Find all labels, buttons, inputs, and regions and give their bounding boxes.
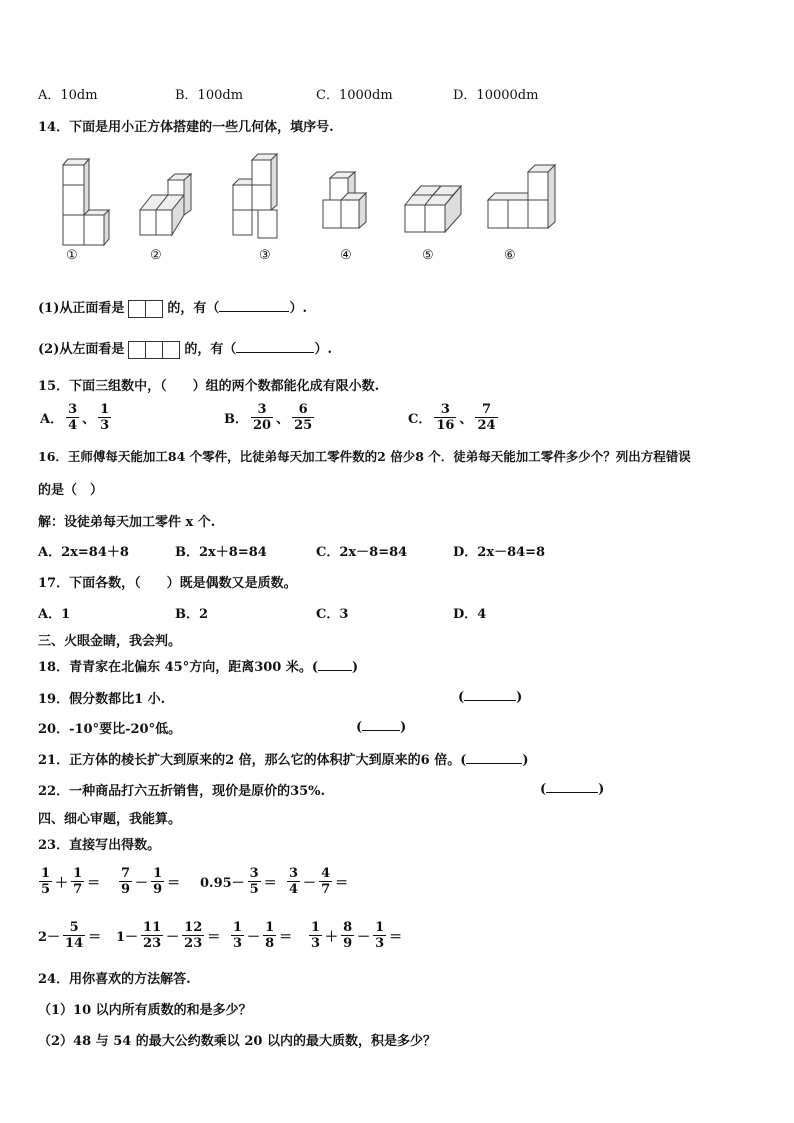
answer-blank[interactable]: [236, 340, 314, 353]
fraction: $\frac{3}{4}$: [68, 402, 78, 433]
q14-sub2-mid: 的，有（: [184, 342, 237, 357]
expression: $\frac{3}{4}$ － $\frac{4}{7}$ ＝: [289, 866, 349, 897]
figure-3-cubes: [233, 154, 277, 238]
expression: $\frac{1}{5}$ ＋ $\frac{1}{7}$ ＝: [41, 866, 101, 897]
q16-option-d: D．2x－84=8: [453, 545, 546, 560]
paren: (: [356, 720, 363, 735]
paren: ): [516, 690, 523, 705]
paren: (: [540, 782, 547, 797]
q15-option-b: [222, 402, 315, 433]
q22-text: 22．一种商品打六五折销售，现价是原价的35%.: [38, 784, 326, 799]
q13-option-c: C．1000dm: [316, 88, 393, 103]
figure-5-cubes: [405, 186, 461, 232]
q20-text: 20．-10°要比-20°低。: [38, 722, 182, 737]
q22-answer: [540, 780, 604, 797]
expression: $\frac{1}{3}$ ＋ $\frac{8}{9}$ － $\frac{1}{3}$ ＝: [311, 920, 403, 951]
q15-title: 15．下面三组数中，（ ）组的两个数都能化成有限小数.: [38, 379, 380, 394]
q17-option-d: D．4: [453, 607, 487, 622]
answer-blank[interactable]: [546, 780, 598, 793]
q14-sub2-end: ）.: [314, 342, 332, 357]
q14-sub2: [38, 338, 332, 359]
figure-label-6: ⑥: [504, 248, 516, 263]
q24-sub1: （1）10 以内所有质数的和是多少？: [38, 1003, 252, 1018]
q21-text: 21．正方体的棱长扩大到原来的2 倍，那么它的体积扩大到原来的6 倍。(: [38, 753, 467, 768]
q19-text: 19．假分数都比1 小.: [38, 692, 166, 707]
figure-label-5: ⑤: [422, 248, 434, 263]
q17-option-b: B．2: [175, 607, 209, 622]
front-view-boxes: [129, 300, 163, 318]
figure-label-2: ②: [150, 248, 162, 263]
fraction: $\frac{6}{25}$: [294, 402, 313, 433]
q23-title: 23．直接写出得数。: [38, 838, 161, 853]
q16-line3: 解：设徒弟每天加工零件 x 个.: [38, 515, 216, 530]
option-label: B．: [224, 412, 248, 427]
q14-sub2-prefix: (2)从左面看是: [38, 342, 125, 357]
expression: $\frac{1}{3}$ － $\frac{1}{8}$ ＝: [233, 920, 293, 951]
q15-option-c: [406, 402, 499, 433]
q16-option-c: C．2x－8=84: [316, 545, 408, 560]
q13-option-d: D．10000dm: [453, 88, 539, 103]
paren: ): [400, 720, 407, 735]
expression: $\frac{7}{9}$ － $\frac{1}{9}$ ＝: [121, 866, 181, 897]
option-label: A．: [40, 412, 64, 427]
paren: (: [458, 690, 465, 705]
q16-option-a: A．2x=84＋8: [38, 545, 129, 560]
answer-blank[interactable]: [464, 688, 516, 701]
option-label: C．: [408, 412, 432, 427]
q13-option-a: A．10dm: [38, 88, 98, 103]
figure-1-cubes: [63, 159, 109, 245]
q20-answer: [356, 718, 406, 735]
q16-line2: 的是（ ）: [38, 483, 104, 498]
fraction: $\frac{7}{24}$: [477, 402, 496, 433]
paren: ): [598, 782, 605, 797]
q17-title: 17．下面各数，（ ）既是偶数又是质数。: [38, 576, 297, 591]
figure-4-cubes: [323, 172, 366, 228]
expression: 1－ $\frac{11}{23}$ － $\frac{12}{23}$ ＝: [116, 920, 221, 951]
q18-text: 18．青青家在北偏东 45°方向，距离300 米。(: [38, 660, 319, 675]
fraction: $\frac{1}{3}$: [100, 402, 110, 433]
q16-option-b: B．2x＋8=84: [175, 545, 267, 560]
separator: 、: [459, 412, 473, 427]
answer-blank[interactable]: [466, 751, 522, 764]
q15-option-a: [38, 402, 112, 433]
figure-label-1: ①: [66, 248, 78, 263]
fraction: $\frac{3}{16}$: [436, 402, 455, 433]
expression: 2－ $\frac{5}{14}$ ＝: [38, 920, 102, 951]
q21: [38, 749, 529, 768]
figure-2-cubes: [140, 174, 191, 235]
fraction: $\frac{3}{20}$: [253, 402, 272, 433]
q13-option-b: B．100dm: [175, 88, 244, 103]
q24-sub2: （2）48 与 54 的最大公约数乘以 20 以内的最大质数，积是多少？: [38, 1034, 436, 1049]
q24-title: 24．用你喜欢的方法解答.: [38, 972, 191, 987]
q14-sub1: [38, 297, 307, 318]
answer-blank[interactable]: [318, 658, 352, 671]
paren: ): [522, 753, 529, 768]
q18: [38, 656, 358, 675]
separator: 、: [82, 412, 96, 427]
q14-sub1-mid: 的，有（: [167, 301, 220, 316]
separator: 、: [276, 412, 290, 427]
answer-blank[interactable]: [219, 299, 289, 312]
q17-option-a: A．1: [38, 607, 71, 622]
expression: 0.95－ $\frac{3}{5}$ ＝: [200, 866, 277, 897]
q16-line1: 16．王师傅每天能加工84 个零件，比徒弟每天加工零件数的2 倍少8 个．徒弟每天能加工零件多少个？列出方程错误: [38, 449, 691, 464]
answer-blank[interactable]: [362, 718, 400, 731]
left-view-boxes: [129, 341, 180, 359]
q14-sub1-end: ）.: [289, 301, 307, 316]
figure-6-cubes: [488, 165, 555, 228]
q19-answer: [458, 688, 522, 705]
figure-label-3: ③: [259, 248, 271, 263]
figure-label-4: ④: [340, 248, 352, 263]
q14-sub1-prefix: (1)从正面看是: [38, 301, 125, 316]
cube-figures: [30, 150, 570, 260]
q14-title: 14．下面是用小正方体搭建的一些几何体，填序号.: [38, 120, 334, 135]
paren: ): [352, 660, 359, 675]
section-4-heading: 四、细心审题，我能算。: [38, 812, 182, 827]
section-3-heading: 三、火眼金睛，我会判。: [38, 634, 182, 649]
q17-option-c: C．3: [316, 607, 349, 622]
